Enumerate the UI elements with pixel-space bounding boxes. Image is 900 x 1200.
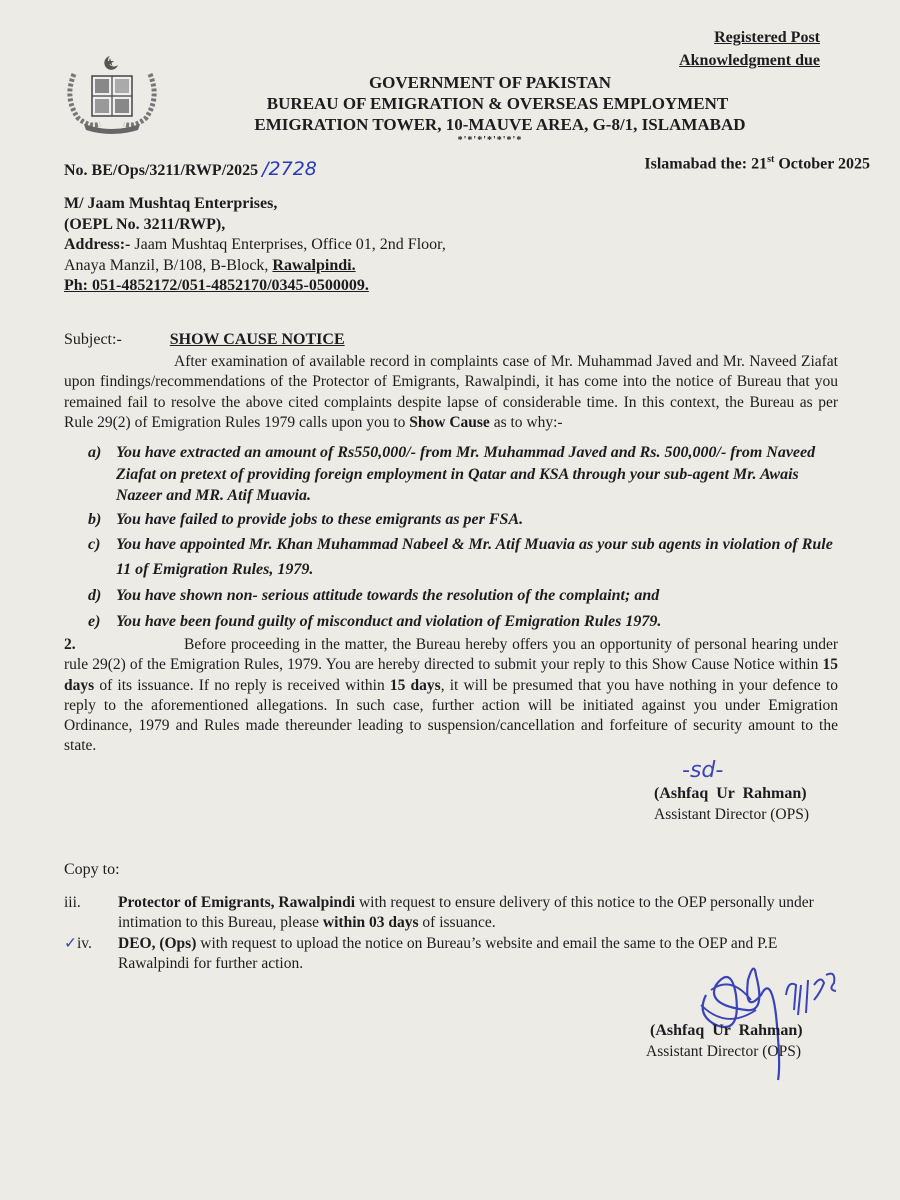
bureau-address: EMIGRATION TOWER, 10-MAUVE AREA, G-8/1, ISLAMABAD [254, 115, 746, 134]
charges-list [88, 442, 840, 636]
copy-recipient: Protector of Emigrants, Rawalpindi [118, 894, 356, 911]
subject-title: SHOW CAUSE NOTICE [169, 331, 345, 348]
sd-signature: -sd- [682, 758, 724, 783]
paragraph-1 [64, 352, 838, 433]
signature-block-1 [654, 758, 854, 825]
deadline-emphasis: 15 days [389, 676, 441, 694]
charge-item [88, 610, 840, 634]
addressee-name: M/ Jaam Mushtaq Enterprises, [64, 195, 278, 212]
copy-instruction: with request to ensure delivery of this notice to the OEP personally under intimation to this Bureau, please [118, 894, 814, 932]
copy-deadline: within 03 days [322, 914, 419, 932]
copy-text [118, 893, 840, 934]
charge-text: You have appointed Mr. Khan Muhammad Nabeel & Mr. Atif Muavia as your sub agents in violation of Rule 11 of Emigration Rules, 1979. [116, 536, 833, 578]
copy-marker-text: iv. [77, 934, 92, 952]
copy-item [64, 893, 840, 934]
copy-marker [64, 934, 118, 975]
charge-marker: c) [88, 536, 101, 553]
show-cause-emphasis: Show Cause [409, 413, 490, 431]
acknowledgment-label: Aknowledgment due [679, 52, 820, 69]
phone-numbers: Ph: 051-4852172/051-4852170/0345-0500009. [64, 277, 369, 294]
charge-marker: b) [88, 510, 102, 528]
charge-text: You have been found guilty of misconduct and violation of Emigration Rules 1979. [116, 613, 662, 630]
government-title: GOVERNMENT OF PAKISTAN [368, 73, 612, 92]
signature-block-2 [646, 1020, 876, 1062]
registered-post-label: Registered Post [714, 29, 820, 46]
signatory-name: (Ashfaq Ur Rahman) [654, 785, 807, 802]
charge-item [88, 509, 840, 531]
handwritten-dispatch-number: /2728 [262, 158, 317, 180]
letterhead-divider: *'*'*'*'*'*'* [457, 135, 523, 146]
handwritten-tick-icon: ✓ [64, 934, 77, 952]
reference-number [64, 158, 317, 180]
charge-marker: d) [88, 587, 102, 604]
paragraph-2-text: , it will be presumed that you have nothing in your defence to reply to the aforementioned allegations. In such case, further action will be initiated against you under Emigration Ordinance, 1979 and Rules made thereunder leading to suspension/cancellation and forfeiture of security amount to the state. [64, 676, 839, 755]
bureau-title: BUREAU OF EMIGRATION & OVERSEAS EMPLOYMENT [266, 94, 729, 113]
date-month-year: October 2025 [774, 155, 870, 173]
address-city: Rawalpindi. [272, 256, 356, 274]
postal-instructions [679, 26, 820, 72]
charge-item [88, 442, 840, 507]
issue-date [644, 154, 870, 173]
copy-to-label: Copy to: [64, 861, 120, 878]
letterhead [0, 72, 900, 147]
subject-line [64, 331, 345, 349]
deadline-emphasis: 15 days [64, 656, 838, 694]
paragraph-2 [64, 635, 838, 757]
signatory-designation: Assistant Director (OPS) [646, 1043, 801, 1060]
signatory-designation: Assistant Director (OPS) [654, 806, 809, 823]
address-line-2 [64, 256, 446, 277]
subject-label: Subject:- [64, 331, 122, 348]
charge-marker: a) [88, 444, 102, 461]
charge-text: You have shown non- serious attitude towards the resolution of the complaint; and [116, 587, 660, 604]
address-line-1 [64, 235, 446, 256]
licence-number: (OEPL No. 3211/RWP), [64, 215, 226, 233]
copy-instruction-end: of issuance. [418, 914, 496, 932]
paragraph-number: 2. [64, 636, 76, 653]
paragraph-2-text: Before proceeding in the matter, the Bureau hereby offers you an opportunity of personal hearing under rule 29(2) of the Emigration Rules, 1979. You are hereby directed to submit your reply to this Show Cause Notice within [64, 636, 838, 674]
charge-item [88, 532, 840, 582]
copy-marker: iii. [64, 894, 81, 911]
reference-number-text: No. BE/Ops/3211/RWP/2025 [64, 162, 259, 179]
paragraph-1-text: After examination of available record in complaints case of Mr. Muhammad Javed and Mr. Naveed Ziafat upon findings/recommendations of the Protector of Emigrants, Rawalpindi, it has come into the notice of Bureau that you remained fail to resolve the above cited complaints despite lapse of considerable time. In this context, the Bureau as per Rule 29(2) of Emigration Rules 1979 calls upon you to [64, 353, 838, 431]
charge-text: You have failed to provide jobs to these emigrants as per FSA. [116, 510, 524, 528]
charge-text: You have extracted an amount of Rs550,000/- from Mr. Muhammad Javed and Rs. 500,000/- from Naveed Ziafat on pretext of providing foreign employment in Qatar and KSA through your sub-agent Mr. Awais Nazeer and MR. Atif Muavia. [116, 444, 816, 504]
address-text-1: Jaam Mushtaq Enterprises, Office 01, 2nd Floor, [130, 236, 446, 253]
address-text-2: Anaya Manzil, B/108, B-Block, [64, 256, 273, 274]
paragraph-2-text: of its issuance. If no reply is received within [94, 676, 390, 694]
date-day: Islamabad the: 21 [644, 155, 768, 173]
copy-recipient: DEO, (Ops) [118, 934, 197, 952]
signatory-name: (Ashfaq Ur Rahman) [650, 1022, 803, 1039]
paragraph-1-end: as to why:- [489, 413, 563, 431]
charge-item [88, 584, 840, 608]
date-ordinal: st [767, 154, 775, 165]
address-label: Address:- [64, 236, 131, 253]
addressee-block [64, 194, 446, 297]
charge-marker: e) [88, 613, 101, 630]
copy-instruction: with request to upload the notice on Bureau’s website and email the same to the OEP and P.E Rawalpindi for further action. [118, 934, 778, 972]
